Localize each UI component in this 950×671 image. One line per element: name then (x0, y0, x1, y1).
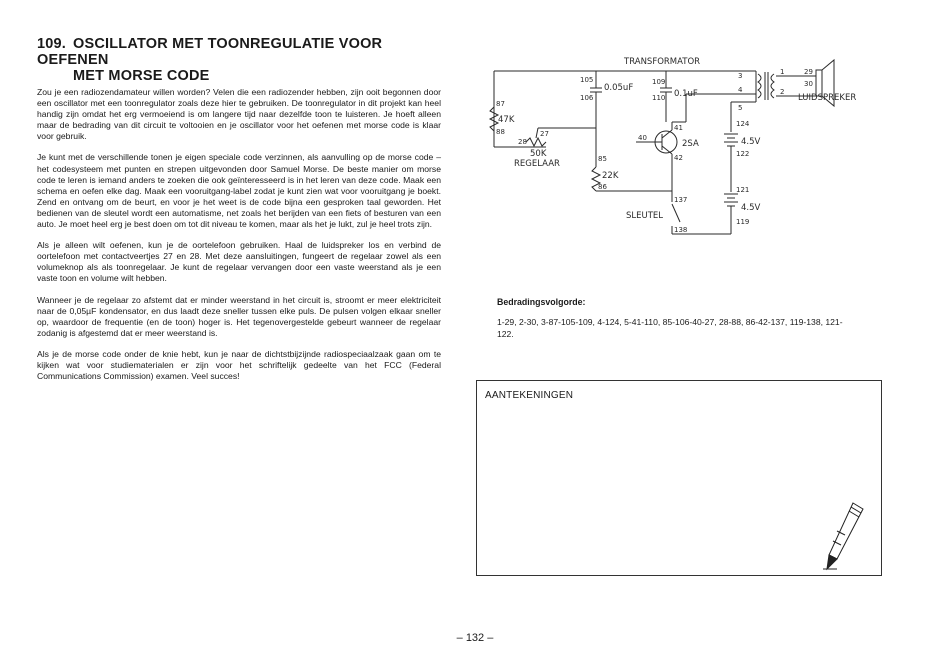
node-28: 28 (518, 138, 527, 146)
node-122: 122 (736, 150, 750, 158)
paragraph-regulator: Wanneer je de regelaar zo afstemt dat er minder weerstand in het circuit is, stroomt er meer elektriciteit naar de 0,05µF kondensator, en dus laadt deze sneller tussen elke puls. De pulsen volgen elkaar sneller op, waardoor de frequentie (en de toon) hoger is. Het tegenovergestelde gebeurt wanneer de regelaar zodanig is afgestemd dat er meer weerstand is. (37, 294, 441, 338)
node-88: 88 (496, 128, 505, 136)
label-pot: 50K (530, 149, 547, 159)
node-5: 5 (738, 104, 743, 112)
label-regulator: REGELAAR (514, 159, 560, 169)
node-30: 30 (804, 80, 813, 88)
node-42: 42 (674, 154, 683, 162)
label-r1: 47K (498, 115, 515, 125)
label-r2: 22K (602, 171, 619, 181)
title-line-1: OSCILLATOR MET TOONREGULATIE VOOR OEFENEN (37, 36, 383, 68)
label-transformer: TRANSFORMATOR (624, 57, 701, 67)
node-4: 4 (738, 86, 743, 94)
node-121: 121 (736, 186, 750, 194)
node-40: 40 (638, 134, 647, 142)
node-137: 137 (674, 196, 688, 204)
wiring-sequence: 1-29, 2-30, 3-87-105-109, 4-124, 5-41-110, 85-106-40-27, 28-88, 86-42-137, 119-138, 121-122. (497, 317, 843, 339)
label-bat2: 4.5V (741, 203, 761, 213)
pencil-icon (823, 501, 867, 571)
node-1: 1 (780, 68, 785, 76)
project-number: 109. (37, 36, 67, 52)
paragraph-fcc: Als je de morse code onder de knie hebt, kun je naar de dichtstbijzijnde radiospeciaalzaak gaan om te kijken wat voor studiematerialen er zijn voor het schriftelijk gedeelte van het FCC (Federal Communications Commission) examen. Veel succes! (37, 348, 441, 382)
label-cap1: 0.05uF (604, 83, 634, 93)
node-110: 110 (652, 94, 666, 102)
page-title (37, 36, 457, 84)
page-number: – 132 – (456, 632, 494, 644)
notes-title: AANTEKENINGEN (485, 390, 574, 401)
paragraph-earphone: Als je alleen wilt oefenen, kun je de oortelefoon gebruiken. Haal de luidspreker los en verbind de oortelefoon met contactveertjes 27 en 28. Met deze aansluitingen, fungeert de regelaar zowel als een volumeknop als als toonregelaar. Je kunt de regelaar vervangen door een vaste weerstand als je een vaste toon en volume wilt hebben. (37, 240, 441, 284)
paragraph-intro: Zou je een radiozendamateur willen worden? Velen die een radiozender hebben, zijn ooit begonnen door een oscillator met een toonregulator zoals deze hier te gebruiken. De toonregulator in dit projekt kan heel handig zijn omdat het erg vermoeiend is om langere tijd naar dezelfde toon te luisteren. Je hoeft alleen maar de bedrading van dit circuit te voltooien en je oscillator voor het oefenen met morse code is klaar voor gebruik. (37, 87, 441, 142)
body-text (37, 87, 441, 392)
node-106: 106 (580, 94, 594, 102)
node-3: 3 (738, 72, 743, 80)
node-109: 109 (652, 78, 666, 86)
paragraph-code: Je kunt met de verschillende tonen je eigen speciale code verzinnen, als aanvulling op de morse code – het codesysteem met punten en strepen uitgevonden door Samuel Morse. De beste manier om morse code te leren is iemand anders te zoeken die ook geïnteresseerd is in het leren van deze code. Maak een schema en oefen elke dag. Maak een vooruitgang-label zodat je kunt zien wat voor vooruitgang je boekt. Zend en ontvang om de beurt, en voor je het weet is de code bijna een gesproken taal geworden. Het bedienen van de sleutel wordt een automatisme, net zoals het berijden van een fiets of besturen van een auto. Je moet heel erg je best doen om tot dit niveau te komen, maar als het je lukt, zul je heel trots zijn. (37, 152, 441, 230)
label-speaker: LUIDSPREKER (798, 93, 857, 103)
label-bat1: 4.5V (741, 137, 761, 147)
node-29: 29 (804, 68, 813, 76)
node-85: 85 (598, 155, 607, 163)
node-41: 41 (674, 124, 683, 132)
node-86: 86 (598, 183, 607, 191)
node-2: 2 (780, 88, 785, 96)
node-27: 27 (540, 130, 549, 138)
notes-box (476, 380, 882, 576)
wiring-title: Bedradingsvolgorde: (497, 297, 586, 307)
node-138: 138 (674, 226, 688, 234)
title-line-2: MET MORSE CODE (73, 68, 210, 84)
label-transistor: 2SA (682, 139, 699, 149)
label-key: SLEUTEL (626, 211, 664, 221)
node-87: 87 (496, 100, 505, 108)
circuit-schematic (486, 52, 886, 242)
node-124: 124 (736, 120, 750, 128)
node-119: 119 (736, 218, 750, 226)
label-cap2: 0.1uF (674, 89, 698, 99)
node-105: 105 (580, 76, 594, 84)
